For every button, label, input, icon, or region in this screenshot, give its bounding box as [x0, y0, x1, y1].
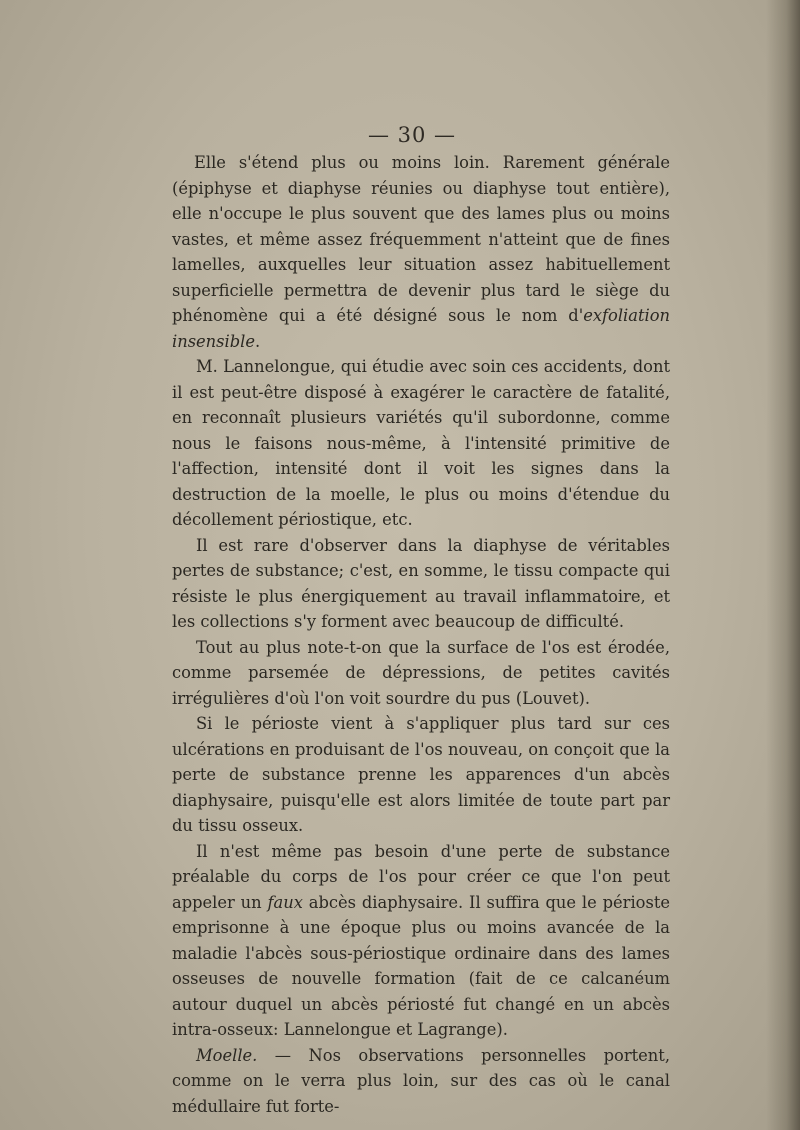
paragraph-2-text: M. Lannelongue, qui étudie avec soin ces accidents, dont il est peut-être disposé à exagérer le caractère de fatalité, en reconnaît plusieurs variétés qu'il subordonne, comme nous le faisons nous-même, à l'intensité primitive de l'affection, intensité dont il voit les signes dans la destruction de la moelle, le plus ou moins d'étendue du décollement périostique, etc.	[172, 357, 670, 529]
page-edge-shadow	[766, 0, 800, 1130]
paragraph-1-italic: exfoliation insensible	[172, 306, 670, 351]
paragraph-5	[172, 711, 670, 839]
body-text	[172, 150, 670, 1119]
paragraph-1-tail: .	[255, 331, 261, 351]
paragraph-4	[172, 635, 670, 712]
paragraph-4-text: Tout au plus note-t-on que la surface de l'os est érodée, comme parsemée de dépressions, de petites cavités irrégulières d'où l'on voit sourdre du pus (Louvet).	[172, 637, 670, 708]
page-number: — 30 —	[367, 123, 457, 147]
paragraph-6-italic: faux	[267, 892, 303, 912]
paragraph-1	[172, 150, 670, 354]
paragraph-3-text: Il est rare d'observer dans la diaphyse de véritables pertes de substance; c'est, en somme, le tissu compacte qui résiste le plus énergiquement au travail inflammatoire, et les collections s'y forment avec beaucoup de difficulté.	[172, 535, 670, 631]
paragraph-2	[172, 354, 670, 533]
paragraph-7	[172, 1043, 670, 1120]
paragraph-6-tail: abcès diaphysaire. Il suffira que le périoste emprisonne à une époque plus ou moins avancée de la maladie l'abcès sous-périostique ordinaire dans des lames osseuses de nouvelle formation (fait de ce calcanéum autour duquel un abcès périosté fut changé en un abcès intra-osseux: Lannelongue et Lagrange).	[172, 892, 670, 1039]
paragraph-1-text: Elle s'étend plus ou moins loin. Rarement générale (épiphyse et diaphyse réunies ou diaphyse tout entière), elle n'occupe le plus souvent que des lames plus ou moins vastes, et même assez fréquemment n'atteint que de fines lamelles, auxquelles leur situation assez habituellement superficielle permettra de devenir plus tard le siège du phénomène qui a été désigné sous le nom d'	[172, 153, 670, 325]
paragraph-7-text: — Nos observations personnelles portent, comme on le verra plus loin, sur des cas où le canal médullaire fut forte-	[172, 1045, 670, 1116]
paragraph-3	[172, 533, 670, 635]
paragraph-5-text: Si le périoste vient à s'appliquer plus tard sur ces ulcérations en produisant de l'os nouveau, on conçoit que la perte de substance prenne les apparences d'un abcès diaphysaire, puisqu'elle est alors limitée de toute part par du tissu osseux.	[172, 714, 670, 835]
paragraph-6-text: Il n'est même pas besoin d'une perte de substance préalable du corps de l'os pour créer ce que l'on peut appeler un	[172, 841, 670, 912]
paragraph-7-heading: Moelle.	[196, 1045, 258, 1065]
paragraph-6	[172, 839, 670, 1043]
